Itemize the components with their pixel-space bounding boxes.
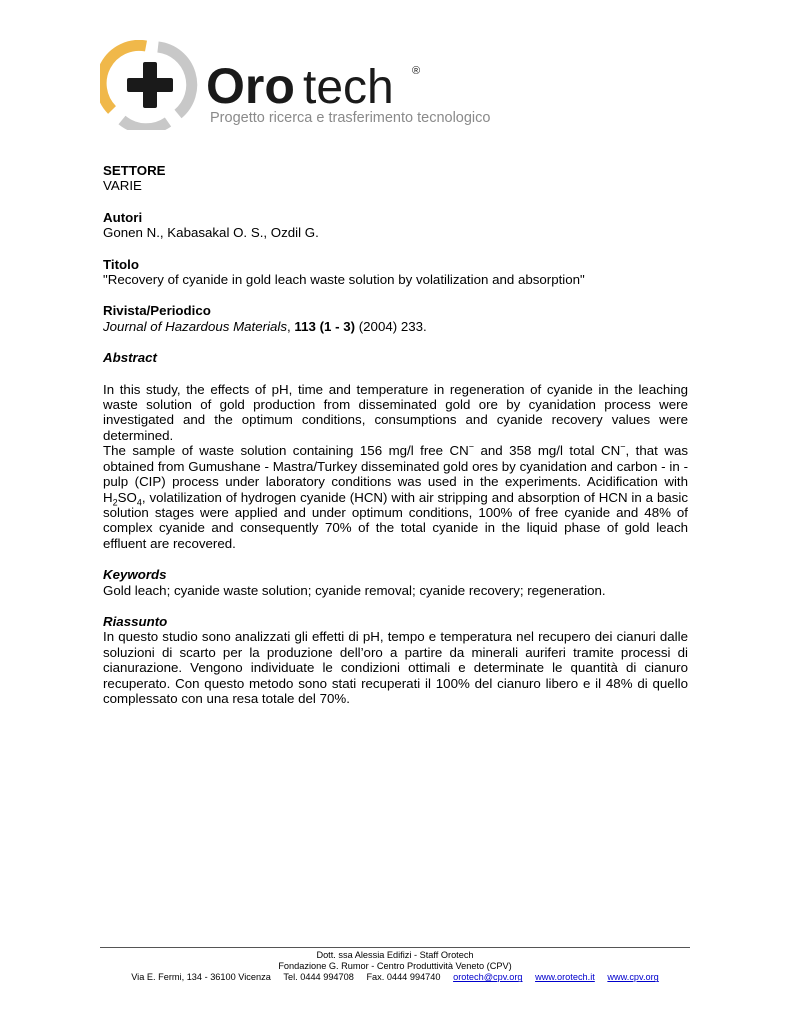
orotech-logo [100, 40, 520, 130]
footer-cpv-link[interactable]: www.cpv.org [607, 972, 659, 983]
riassunto-label: Riassunto [103, 613, 168, 629]
riassunto-section [103, 614, 688, 706]
autori-section [103, 210, 688, 241]
titolo-section [103, 257, 688, 288]
titolo-value: "Recovery of cyanide in gold leach waste solution by volatilization and absorption" [103, 272, 585, 288]
journal-volume: 113 (1 - 3) [294, 318, 356, 334]
tagline: Progetto ricerca e trasferimento tecnologico [210, 110, 491, 126]
abstract-section [103, 350, 688, 551]
document-body [103, 163, 688, 722]
keywords-section [103, 567, 688, 598]
footer-tel: Tel. 0444 994708 [283, 972, 354, 983]
abstract-paragraph-1: In this study, the effects of pH, time and temperature in regeneration of cyanide in the leaching waste solution of gold production from disseminated gold ore by cyanidation process were investigated and the optimum conditions, consumptions and cyanide recovery values were determined. [103, 381, 688, 443]
footer-orotech-link[interactable]: www.orotech.it [535, 972, 595, 983]
riassunto-value: In questo studio sono analizzati gli effetti di pH, tempo e temperatura nel recupero dei cianuri dalle soluzioni di scarto per la produzione dell’oro a partire da minerali auriferi tramite processi di cianurazione. Vengono individuate le condizioni ottimali e determinate le quantità di cianuro recuperato. Con questo metodo sono stati recuperati il 100% del cianuro libero e il 48% di quello complessato con una resa totale del 70%. [103, 629, 688, 706]
footer-line-2: Fondazione G. Rumor - Centro Produttività Veneto (CPV) [278, 961, 512, 972]
abstract-paragraph-2: The sample of waste solution containing 156 mg/l free CN− and 358 mg/l total CN−, that was obtained from Gumushane - Mastra/Turkey disseminated gold ores by cyanidation and carbon - in - pulp (CIP) process under laboratory conditions was used in the experiments. Acidification with $H_2SO_4$, volatilization of hydrogen cyanide (HCN) with air stripping and absorption of HCN in a basic solution stages were applied and under optimum conditions, 100% of free cyanide and 48% of complex cyanide and consequently 70% of the total cyanide in the liquid phase of gold leach effluent are recovered. [103, 441, 688, 551]
plus-in-circle-icon [100, 40, 520, 130]
titolo-label: Titolo [103, 256, 139, 272]
footer-email-link[interactable]: orotech@cpv.org [453, 972, 523, 983]
settore-label: SETTORE [103, 163, 166, 178]
footer-address: Via E. Fermi, 134 - 36100 Vicenza [131, 972, 271, 983]
autori-label: Autori [103, 209, 143, 225]
journal-name: Journal of Hazardous Materials [103, 318, 288, 334]
rivista-section [103, 303, 688, 334]
brand-light: tech [303, 61, 394, 114]
footer-line-1: Dott. ssa Alessia Edifizi - Staff Orotech [316, 950, 474, 960]
settore-value: VARIE [103, 178, 142, 194]
rivista-label: Rivista/Periodico [103, 303, 211, 319]
settore-section [103, 163, 688, 194]
page-footer [100, 950, 690, 984]
keywords-label: Keywords [103, 567, 167, 583]
keywords-value: Gold leach; cyanide waste solution; cyanide removal; cyanide recovery; regeneration. [103, 582, 606, 598]
journal-rest: (2004) 233. [355, 318, 427, 334]
footer-fax: Fax. 0444 994740 [366, 972, 441, 983]
brand-bold: Oro [206, 58, 295, 114]
footer-divider [100, 947, 690, 948]
registered-mark: ® [412, 65, 421, 77]
footer-line-3 [100, 972, 690, 983]
autori-value: Gonen N., Kabasakal O. S., Ozdil G. [103, 225, 319, 241]
journal-sep: , [287, 318, 295, 334]
rivista-value [103, 319, 688, 334]
abstract-label: Abstract [103, 350, 157, 366]
